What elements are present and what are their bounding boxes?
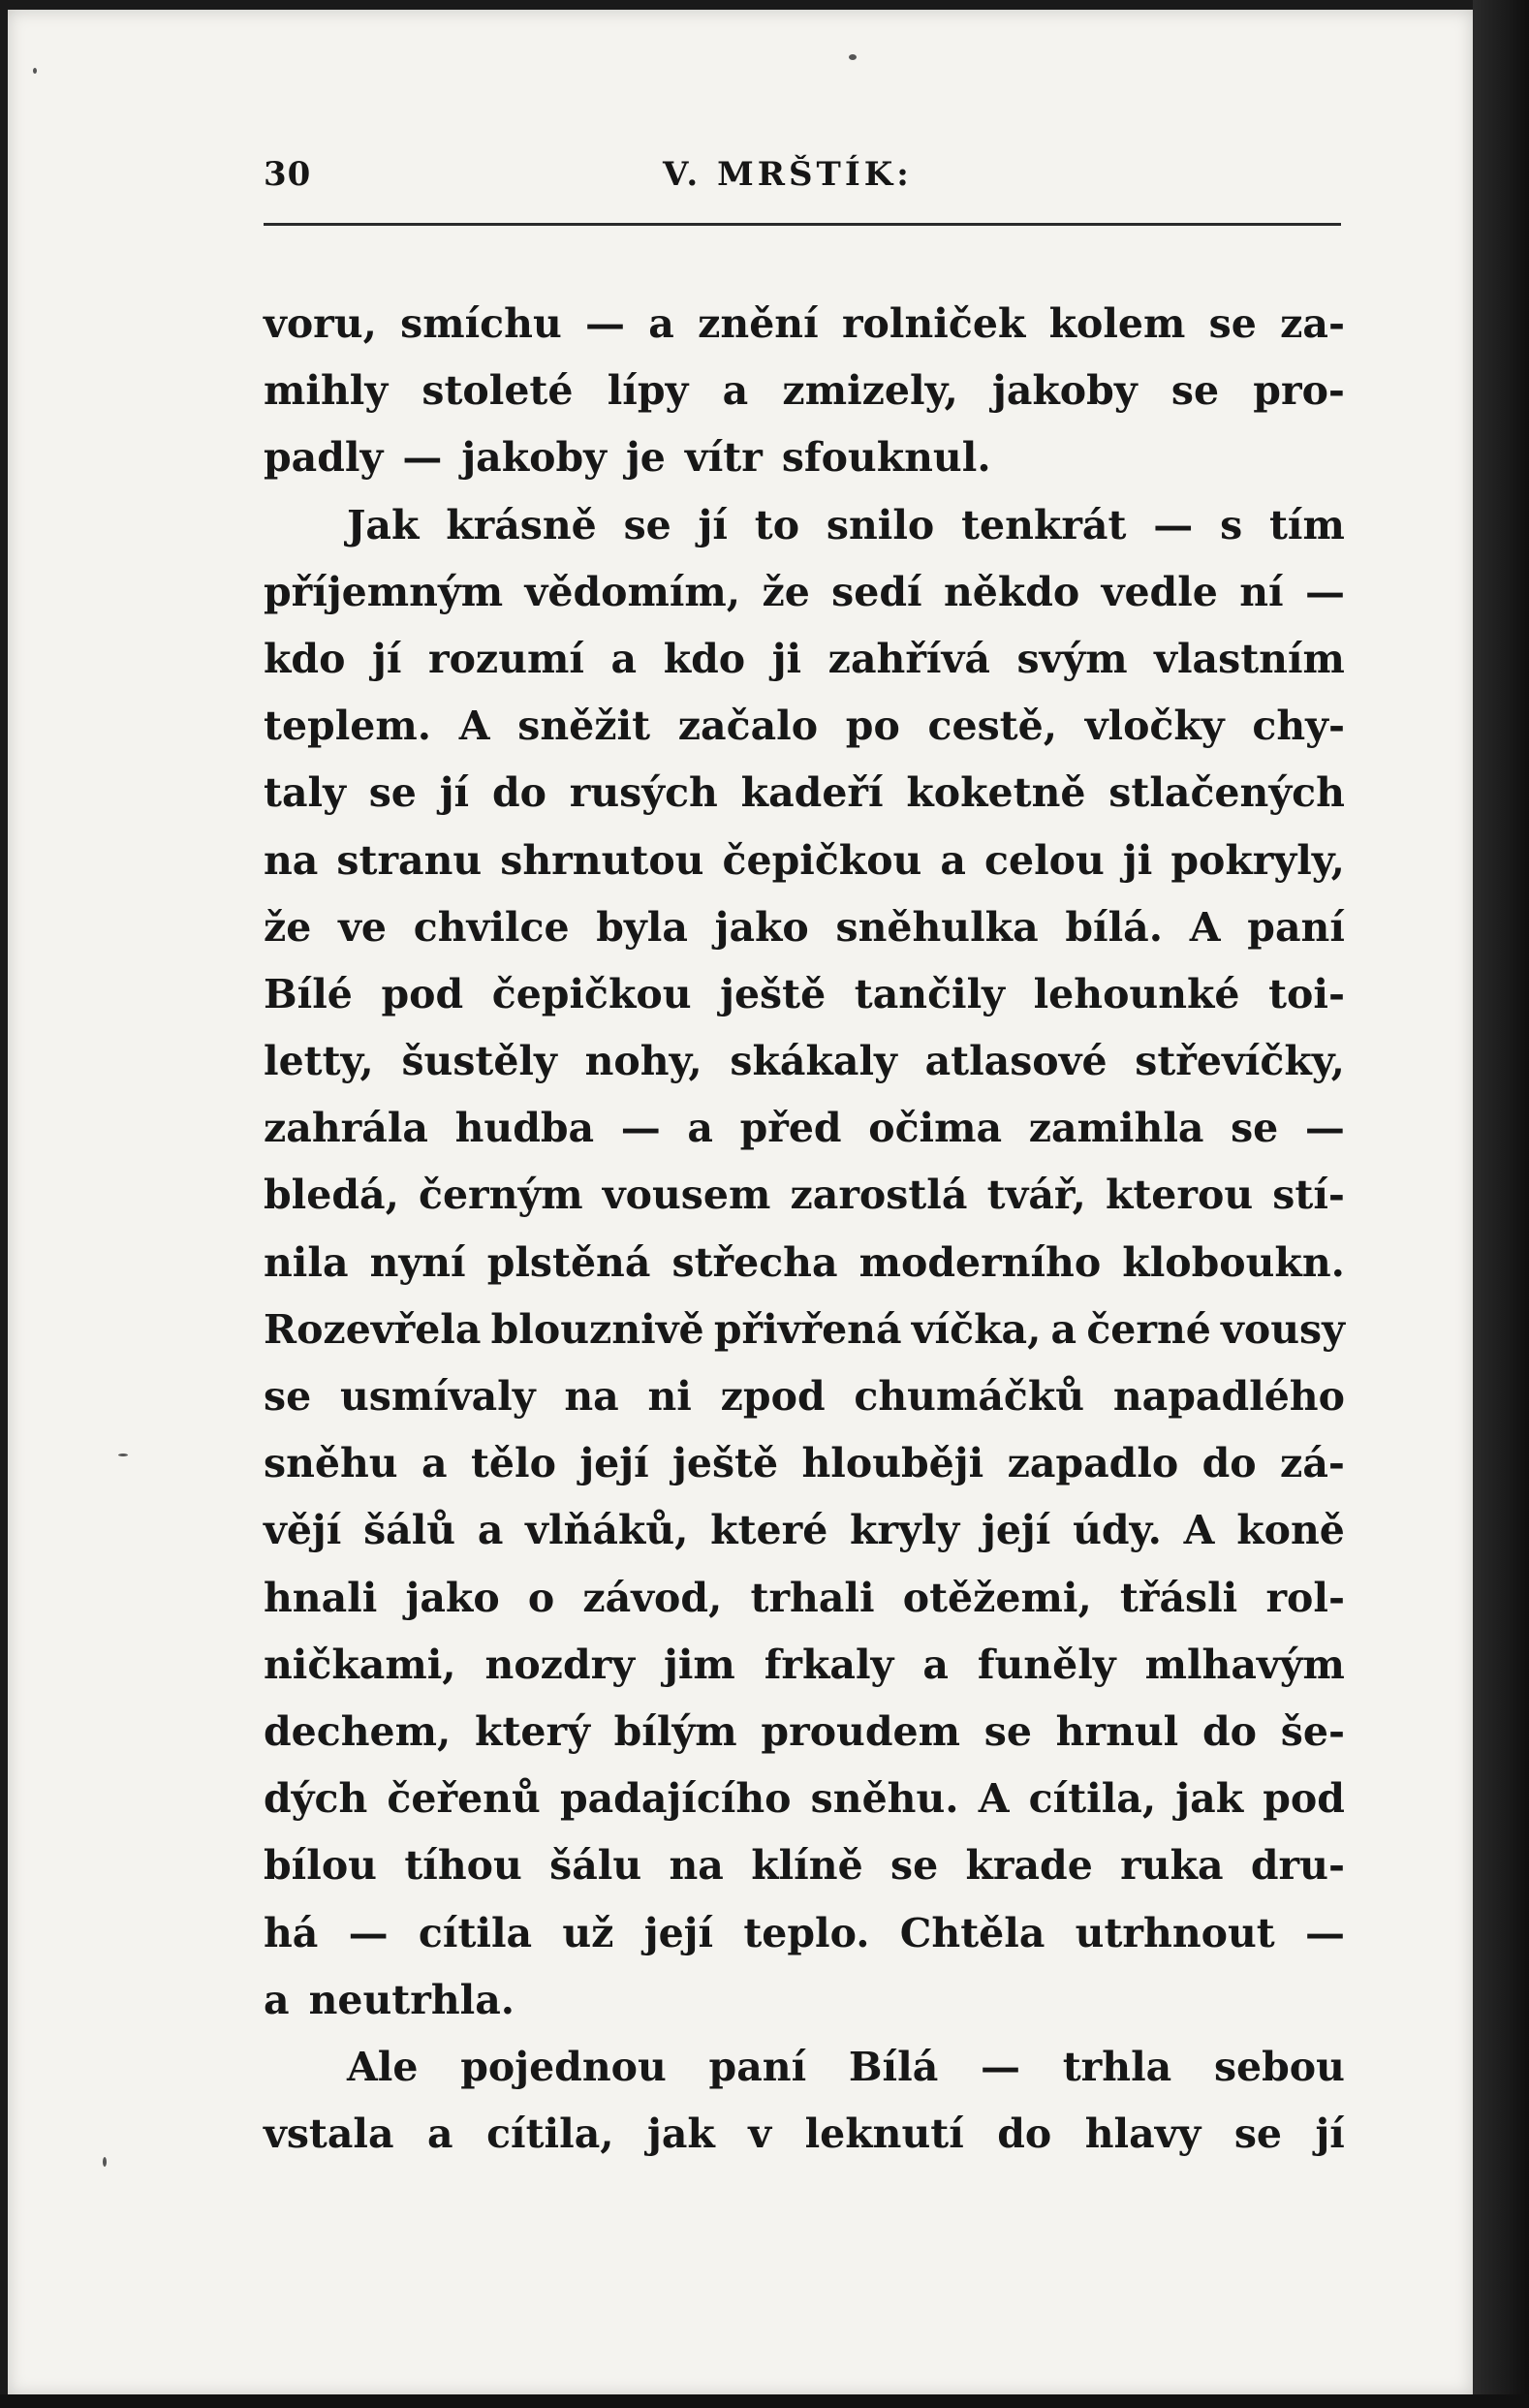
word: vedle	[1101, 568, 1218, 615]
word: dechem,	[264, 1707, 452, 1755]
word: A	[1183, 1507, 1215, 1554]
word: ničkami,	[264, 1641, 456, 1688]
word: to	[754, 501, 800, 548]
word: a	[1050, 1305, 1077, 1353]
word: a	[722, 367, 749, 415]
word: a	[648, 300, 674, 347]
word: há	[264, 1909, 319, 1956]
word: a	[477, 1507, 504, 1554]
word: skákaly	[730, 1038, 897, 1085]
text-line	[264, 291, 1345, 358]
word: lehounké	[1033, 970, 1240, 1017]
word: začalo	[677, 703, 819, 750]
word: svým	[1016, 635, 1128, 682]
word: a	[940, 836, 966, 884]
word: koketně	[906, 769, 1086, 817]
body-text	[264, 291, 1345, 2168]
word: jí	[1315, 2111, 1345, 2158]
word: —	[1153, 501, 1194, 548]
text-line	[264, 1363, 1345, 1430]
word: paní	[708, 2043, 807, 2090]
text-line	[264, 2034, 1345, 2101]
word: po	[845, 703, 900, 750]
paper-speck	[849, 54, 857, 60]
word: proudem	[761, 1707, 960, 1755]
word: jako	[714, 903, 809, 951]
word: plstěná	[486, 1238, 651, 1286]
word: s	[1220, 501, 1243, 548]
text-line	[264, 894, 1345, 961]
word: smíchu	[400, 300, 562, 347]
word: lípy	[607, 367, 689, 415]
word: do	[1202, 1707, 1258, 1755]
word: stranu	[336, 836, 483, 884]
word: —	[1305, 568, 1345, 615]
page-number: 30	[264, 155, 312, 194]
word: jim	[664, 1641, 735, 1688]
word: pod	[1263, 1775, 1345, 1823]
word: paní	[1247, 903, 1345, 951]
text-line	[264, 1900, 1345, 1967]
word: o	[527, 1574, 555, 1621]
word: se	[1170, 367, 1220, 415]
word: vločky	[1084, 703, 1225, 750]
word: ještě	[672, 1440, 779, 1487]
page-edge-shadow	[1473, 0, 1529, 2408]
word: klíně	[751, 1842, 863, 1890]
word: jí	[372, 635, 402, 682]
word: chvilce	[413, 903, 570, 951]
word: vousem	[602, 1172, 771, 1219]
word: bílým	[613, 1707, 737, 1755]
word: kdo	[264, 635, 346, 682]
word: moderního	[858, 1238, 1102, 1286]
word: padajícího	[559, 1775, 792, 1823]
word: cítila	[418, 1909, 533, 1956]
word: údy.	[1073, 1507, 1162, 1554]
word: bledá,	[264, 1172, 399, 1219]
word: shrnutou	[500, 836, 704, 884]
word: kryly	[850, 1507, 960, 1554]
word: dru-	[1250, 1842, 1345, 1890]
word: v	[748, 2111, 772, 2158]
word: padly	[264, 434, 384, 482]
word: černé	[1086, 1305, 1211, 1353]
header-rule	[264, 223, 1341, 226]
word: černým	[418, 1172, 583, 1219]
word: že	[762, 568, 810, 615]
word: střevíčky,	[1135, 1038, 1345, 1085]
word: ještě	[720, 970, 827, 1017]
page-bottom-edge	[0, 2394, 1529, 2408]
word: hrnul	[1055, 1707, 1179, 1755]
word: tím	[1268, 501, 1345, 548]
word: —	[981, 2043, 1020, 2090]
word: sněhu	[264, 1440, 398, 1487]
word: vstala	[264, 2111, 394, 2158]
word: víčka,	[911, 1305, 1042, 1353]
word: ruka	[1120, 1842, 1224, 1890]
word: zá-	[1280, 1440, 1345, 1487]
word: —	[585, 300, 626, 347]
word: hlavy	[1084, 2111, 1201, 2158]
word: se	[623, 501, 671, 548]
text-line	[264, 559, 1345, 626]
word: a	[264, 1976, 290, 2023]
word: toi-	[1268, 970, 1345, 1017]
text-line	[264, 1967, 1345, 2034]
text-line	[264, 1699, 1345, 1766]
word: krade	[965, 1842, 1093, 1890]
word: kolem	[1048, 300, 1186, 347]
word: tělo	[470, 1440, 556, 1487]
word: otěžemi,	[902, 1574, 1092, 1621]
word: zmizely,	[782, 367, 958, 415]
word: utrhnout	[1075, 1909, 1275, 1956]
word: pro-	[1253, 367, 1345, 415]
word: Chtěla	[899, 1909, 1045, 1956]
word: sedí	[831, 568, 922, 615]
word: —	[402, 434, 443, 482]
word: rolniček	[841, 300, 1026, 347]
word: vějí	[264, 1507, 342, 1554]
word: blouznivě	[490, 1305, 704, 1353]
word: zpod	[720, 1373, 826, 1420]
word: rozumí	[427, 635, 584, 682]
word: střecha	[671, 1238, 838, 1286]
word: Jak	[347, 501, 420, 548]
word: za-	[1280, 300, 1345, 347]
word: Bílá	[848, 2043, 939, 2090]
word: který	[475, 1707, 590, 1755]
word: sebou	[1213, 2043, 1345, 2090]
text-line	[264, 1497, 1345, 1564]
word: se	[1208, 300, 1257, 347]
word: atlasové	[924, 1038, 1108, 1085]
word: pokryly,	[1170, 836, 1345, 884]
word: jí	[439, 769, 470, 817]
word: teplem.	[264, 703, 432, 750]
word: jako	[405, 1574, 500, 1621]
text-line	[264, 424, 1345, 491]
word: nohy,	[584, 1038, 702, 1085]
word: šustěly	[401, 1038, 557, 1085]
text-line	[264, 1162, 1345, 1229]
word: cítila,	[1028, 1775, 1157, 1823]
word: voru,	[264, 300, 377, 347]
word: příjemným	[264, 568, 504, 615]
word: chy-	[1252, 703, 1345, 750]
word: do	[997, 2111, 1052, 2158]
word: stí-	[1272, 1172, 1345, 1219]
paper-speck	[118, 1454, 128, 1456]
word: zahrála	[264, 1105, 428, 1152]
word: její	[981, 1507, 1051, 1554]
word: se	[264, 1373, 312, 1420]
word: tančily	[854, 970, 1006, 1017]
word: še-	[1280, 1707, 1345, 1755]
word: stoleté	[421, 367, 574, 415]
word: taly	[264, 769, 346, 817]
word: funěly	[977, 1641, 1116, 1688]
word: přivřená	[713, 1305, 902, 1353]
word: pojednou	[460, 2043, 667, 2090]
word: závod,	[582, 1574, 723, 1621]
word: koně	[1236, 1507, 1345, 1554]
word: hlouběji	[801, 1440, 984, 1487]
word: jak	[1175, 1775, 1244, 1823]
word: kloboukn.	[1122, 1238, 1345, 1286]
word: bílou	[264, 1842, 377, 1890]
paper-speck	[33, 68, 37, 74]
word: se	[983, 1707, 1032, 1755]
word: trhla	[1062, 2043, 1172, 2090]
text-line	[264, 1565, 1345, 1632]
word: jakoby	[461, 434, 607, 482]
word: se	[889, 1842, 939, 1890]
word: které	[710, 1507, 828, 1554]
word: zarostlá	[790, 1172, 968, 1219]
word: znění	[698, 300, 819, 347]
word: kterou	[1105, 1172, 1254, 1219]
text-line	[264, 358, 1345, 424]
word: její	[579, 1440, 649, 1487]
word: její	[643, 1909, 714, 1956]
running-head: V. MRŠTÍK:	[663, 155, 913, 194]
word: pod	[381, 970, 464, 1017]
word: rusých	[569, 769, 718, 817]
text-line	[264, 693, 1345, 760]
word: Bílé	[264, 970, 353, 1017]
word: jak	[647, 2111, 715, 2158]
word: —	[1304, 1105, 1345, 1152]
word: že	[264, 903, 312, 951]
word: a	[922, 1641, 949, 1688]
word: do	[491, 769, 546, 817]
word: zahřívá	[827, 635, 990, 682]
word: čepičkou	[722, 836, 922, 884]
word: ji	[771, 635, 802, 682]
word: jakoby	[992, 367, 1138, 415]
paper-speck	[103, 2157, 107, 2167]
word: vědomím,	[524, 568, 741, 615]
word: hnali	[264, 1574, 378, 1621]
word: —	[620, 1105, 661, 1152]
word: šálu	[549, 1842, 642, 1890]
word: vlastním	[1154, 635, 1345, 682]
word: napadlého	[1112, 1373, 1345, 1420]
word: na	[564, 1373, 619, 1420]
word: A	[978, 1775, 1010, 1823]
word: před	[739, 1105, 842, 1152]
word: cestě,	[927, 703, 1057, 750]
text-line	[264, 1430, 1345, 1497]
word: na	[669, 1842, 724, 1890]
word: čeřenů	[387, 1775, 541, 1823]
word: je	[625, 434, 666, 482]
text-line	[264, 1230, 1345, 1297]
word: očima	[868, 1105, 1003, 1152]
word: zamihla	[1028, 1105, 1204, 1152]
word: trhali	[750, 1574, 875, 1621]
text-line	[264, 760, 1345, 827]
text-line	[264, 2101, 1345, 2168]
word: a	[610, 635, 638, 682]
word: sfouknul.	[781, 434, 991, 482]
word: vítr	[684, 434, 763, 482]
text-line	[264, 1095, 1345, 1162]
word: A	[458, 703, 490, 750]
word: ní	[1239, 568, 1284, 615]
word: rol-	[1265, 1574, 1345, 1621]
word: usmívaly	[339, 1373, 536, 1420]
word: leknutí	[804, 2111, 964, 2158]
word: někdo	[943, 568, 1080, 615]
word: hudba	[454, 1105, 595, 1152]
word: sněhulka	[835, 903, 1039, 951]
word: a	[421, 1440, 448, 1487]
word: na	[264, 836, 319, 884]
word: A	[1189, 903, 1221, 951]
word: čepičkou	[491, 970, 692, 1017]
text-line	[264, 961, 1345, 1028]
text-line	[264, 1297, 1345, 1363]
word: šálů	[363, 1507, 456, 1554]
word: cítila,	[486, 2111, 614, 2158]
word: se	[1231, 1105, 1279, 1152]
text-line	[264, 828, 1345, 894]
text-line	[264, 626, 1345, 693]
word: neutrhla.	[308, 1976, 515, 2023]
text-line	[264, 1832, 1345, 1899]
word: Rozevřela	[264, 1305, 482, 1353]
word: snilo	[826, 501, 935, 548]
word: teplo.	[743, 1909, 870, 1956]
word: —	[1304, 1909, 1345, 1956]
page-header	[256, 155, 1341, 209]
word: jí	[698, 501, 728, 548]
word: a	[427, 2111, 453, 2158]
word: ni	[647, 1373, 692, 1420]
text-line	[264, 1766, 1345, 1832]
word: byla	[596, 903, 688, 951]
word: ji	[1122, 836, 1153, 884]
word: a	[687, 1105, 713, 1152]
word: kadeří	[740, 769, 884, 817]
word: zapadlo	[1007, 1440, 1179, 1487]
word: vlňáků,	[525, 1507, 689, 1554]
word: do	[1201, 1440, 1257, 1487]
word: se	[368, 769, 417, 817]
word: stlačených	[1108, 769, 1345, 817]
word: sněžit	[517, 703, 651, 750]
word: tenkrát	[961, 501, 1127, 548]
word: —	[348, 1909, 389, 1956]
word: už	[562, 1909, 614, 1956]
text-line	[264, 1028, 1345, 1095]
word: frkaly	[764, 1641, 894, 1688]
word: Ale	[347, 2043, 419, 2090]
word: nyní	[369, 1238, 466, 1286]
word: krásně	[446, 501, 597, 548]
word: bílá.	[1065, 903, 1164, 951]
text-line	[264, 1632, 1345, 1699]
text-line	[264, 492, 1345, 559]
word: chumáčků	[854, 1373, 1085, 1420]
word: tvář,	[986, 1172, 1086, 1219]
word: se	[1233, 2111, 1282, 2158]
word: tíhou	[404, 1842, 522, 1890]
word: vousy	[1221, 1305, 1345, 1353]
word: nila	[264, 1238, 349, 1286]
word: sněhu.	[810, 1775, 959, 1823]
word: dých	[264, 1775, 368, 1823]
word: mlhavým	[1144, 1641, 1345, 1688]
word: letty,	[264, 1038, 374, 1085]
word: nozdry	[484, 1641, 636, 1688]
word: celou	[984, 836, 1105, 884]
word: třásli	[1119, 1574, 1238, 1621]
word: kdo	[663, 635, 746, 682]
word: mihly	[264, 367, 389, 415]
word: ve	[338, 903, 388, 951]
